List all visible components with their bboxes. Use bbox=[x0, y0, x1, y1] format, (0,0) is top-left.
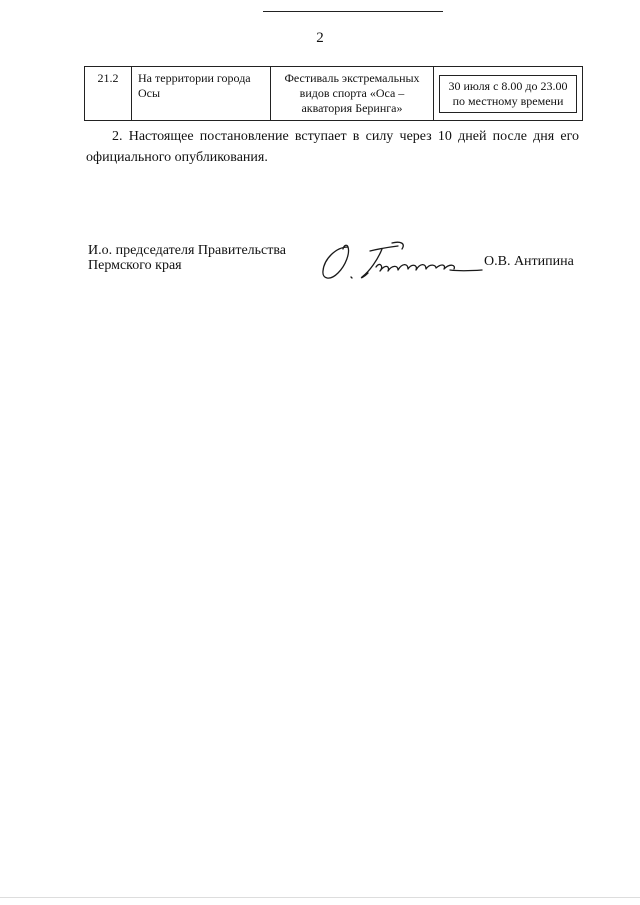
resolution-paragraph: 2. Настоящее постановление вступает в силу через 10 дней после дня его официального опубликования. bbox=[86, 129, 579, 165]
event-cell: Фестиваль экстремальных видов спорта «Оса – акватория Беринга» bbox=[271, 67, 434, 121]
place-cell: На территории города Осы bbox=[132, 67, 271, 121]
signer-title-line1: И.о. председателя Правительства bbox=[88, 243, 287, 258]
row-number-cell: 21.2 bbox=[85, 67, 132, 121]
table-row bbox=[85, 67, 583, 121]
top-rule bbox=[263, 11, 443, 12]
bottom-rule bbox=[0, 897, 640, 898]
page-number: 2 bbox=[316, 30, 324, 46]
handwritten-signature bbox=[318, 237, 483, 285]
signer-title-line2: Пермского края bbox=[88, 258, 182, 273]
time-text: 30 июля с 8.00 до 23.00 по местному времени bbox=[439, 75, 577, 113]
signer-title bbox=[88, 243, 286, 273]
signer-name: О.В. Антипина bbox=[484, 254, 574, 269]
time-cell bbox=[434, 67, 583, 121]
measures-table bbox=[84, 66, 583, 121]
